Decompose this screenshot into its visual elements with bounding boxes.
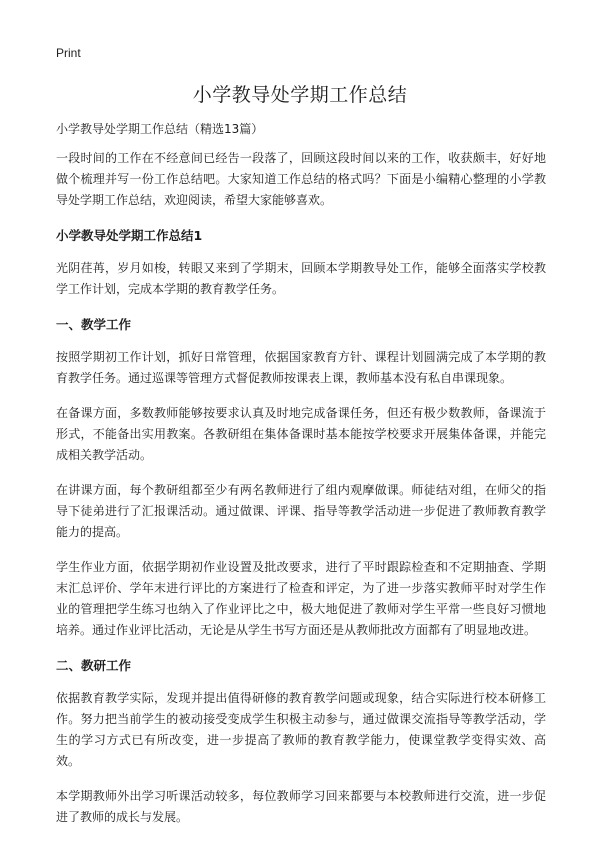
- article-intro-paragraph: 光阴荏苒，岁月如梭，转眼又来到了学期末，回顾本学期教导处工作，能够全面落实学校教学工作计划，完成本学期的教育教学任务。: [56, 261, 546, 296]
- intro-paragraph: 一段时间的工作在不经意间已经告一段落了，回顾这段时间以来的工作，收获颇丰，好好地做个梳理并写一份工作总结吧。大家知道工作总结的格式吗？下面是小编精心整理的小学教导处学期工作总结，欢迎阅读，希望大家能够喜欢。: [56, 151, 546, 207]
- document-subtitle: 小学教导处学期工作总结（精选13篇）: [56, 122, 264, 136]
- teaching-paragraph: 学生作业方面，依据学期初作业设置及批改要求，进行了平时跟踪检查和不定期抽查、学期末汇总评价、学年末进行评比的方案进行了检查和评定，为了进一步落实教师平时对学生作业的管理把学生练习也纳入了作业评比之中，极大地促进了教师对学生平常一些良好习惯地培养。通过作业评比活动，无论是从学生书写方面还是从教师批改方面都有了明显地改进。: [56, 560, 546, 637]
- research-paragraph: 本学期教师外出学习听课活动较多，每位教师学习回来都要与本校教师进行交流，进一步促进了教师的成长与发展。: [56, 789, 546, 824]
- teaching-paragraph: 在备课方面，多数教师能够按要求认真及时地完成备课任务，但还有极少数教师，备课流于形式，不能备出实用教案。各教研组在集体备课时基本能按学校要求开展集体备课，并能完成相关教学活动。: [56, 406, 546, 462]
- teaching-paragraph: 在讲课方面，每个教研组都至少有两名教师进行了组内观摩做课。师徒结对组，在师父的指导下徒弟进行了汇报课活动。通过做课、评课、指导等教学活动进一步促进了教师教育教学能力的提高。: [56, 483, 546, 539]
- page-title: 小学教导处学期工作总结: [192, 84, 408, 106]
- teaching-paragraph: 按照学期初工作计划，抓好日常管理，依据国家教育方针、课程计划圆满完成了本学期的教育教学任务。通过巡课等管理方式督促教师按课表上课，教师基本没有私自串课现象。: [56, 350, 546, 385]
- article-heading: 小学教导处学期工作总结1: [56, 228, 203, 243]
- research-paragraph: 依据教育教学实际，发现并提出值得研修的教育教学问题或现象，结合实际进行校本研修工作。努力把当前学生的被动接受变成学生积极主动参与，通过做课交流指导等教学活动，学生的学习方式已有所改变，进一步提高了教师的教育教学能力，使课堂教学变得实效、高效。: [56, 691, 546, 768]
- section-heading-research: 二、教研工作: [56, 658, 132, 673]
- section-heading-teaching: 一、教学工作: [56, 317, 132, 332]
- print-link[interactable]: Print: [56, 46, 81, 60]
- document-body: [56, 119, 546, 842]
